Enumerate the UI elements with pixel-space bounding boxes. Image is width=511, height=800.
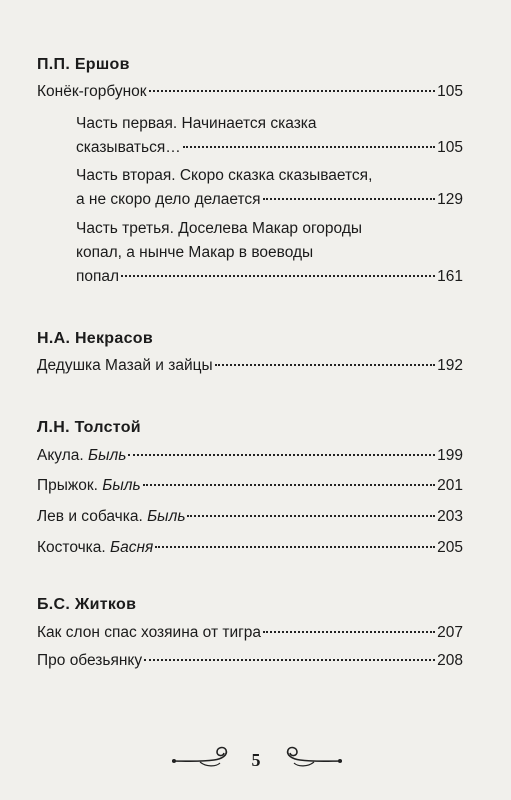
entry-line: Часть вторая. Скоро сказка сказывается, bbox=[76, 167, 373, 184]
entry-line: Часть первая. Начинается сказка bbox=[76, 115, 317, 132]
entry-genre: Быль bbox=[88, 447, 127, 464]
entry-line: а не скоро дело делается bbox=[76, 191, 261, 208]
author-zhitkov: Б.С. Житков bbox=[37, 596, 137, 613]
entry-line: Часть третья. Доселева Макар огороды bbox=[76, 220, 363, 237]
toc-entry bbox=[76, 164, 463, 212]
entry-genre: Басня bbox=[110, 539, 154, 556]
toc-entry bbox=[76, 112, 463, 160]
entry-page: 201 bbox=[437, 477, 463, 494]
toc-entry bbox=[37, 80, 463, 104]
entry-title: Косточка. Басня bbox=[37, 539, 154, 556]
author-tolstoy: Л.Н. Толстой bbox=[37, 419, 141, 436]
entry-page: 105 bbox=[437, 83, 463, 100]
entry-page: 105 bbox=[437, 139, 463, 156]
entry-title: Акула. Быль bbox=[37, 447, 127, 464]
toc-entry bbox=[37, 649, 463, 673]
entry-page: 205 bbox=[437, 539, 463, 556]
entry-page: 207 bbox=[437, 624, 463, 641]
dot-leader bbox=[183, 146, 435, 148]
dot-leader bbox=[149, 90, 436, 92]
author-nekrasov: Н.А. Некрасов bbox=[37, 330, 153, 347]
author-ershov: П.П. Ершов bbox=[37, 56, 130, 73]
entry-line: попал bbox=[76, 268, 120, 285]
entry-page: 203 bbox=[437, 508, 463, 525]
entry-page: 129 bbox=[437, 191, 463, 208]
entry-title: Как слон спас хозяина от тигра bbox=[37, 624, 262, 641]
toc-entry bbox=[76, 217, 463, 289]
entry-page: 161 bbox=[437, 268, 463, 285]
entry-title: Про обезьянку bbox=[37, 652, 143, 669]
dot-leader bbox=[121, 275, 435, 277]
entry-genre: Быль bbox=[102, 477, 141, 494]
entry-page: 208 bbox=[437, 652, 463, 669]
entry-page: 192 bbox=[437, 357, 463, 374]
entry-genre: Быль bbox=[147, 508, 186, 525]
entry-line: копал, а нынче Макар в воеводы bbox=[76, 244, 314, 261]
entry-title: Конёк-горбунок bbox=[37, 83, 147, 100]
dot-leader bbox=[215, 364, 435, 366]
entry-title: Дедушка Мазай и зайцы bbox=[37, 357, 213, 374]
toc-entry bbox=[37, 621, 463, 645]
toc-entry bbox=[37, 536, 463, 560]
dot-leader bbox=[144, 659, 435, 661]
dot-leader bbox=[263, 631, 435, 633]
entry-title: Прыжок. Быль bbox=[37, 477, 141, 494]
entry-line: сказываться… bbox=[76, 139, 181, 156]
dot-leader bbox=[187, 515, 435, 517]
toc-entry bbox=[37, 444, 463, 468]
ornament-right-icon bbox=[282, 745, 344, 771]
toc-entry bbox=[37, 474, 463, 498]
dot-leader bbox=[263, 198, 436, 200]
dot-leader bbox=[143, 484, 435, 486]
dot-leader bbox=[155, 546, 435, 548]
toc-entry bbox=[37, 505, 463, 529]
page-number: 5 bbox=[251, 750, 261, 770]
entry-page: 199 bbox=[437, 447, 463, 464]
entry-title: Лев и собачка. Быль bbox=[37, 508, 186, 525]
ornament-left-icon bbox=[170, 745, 232, 771]
dot-leader bbox=[128, 454, 435, 456]
toc-entry bbox=[37, 354, 463, 378]
